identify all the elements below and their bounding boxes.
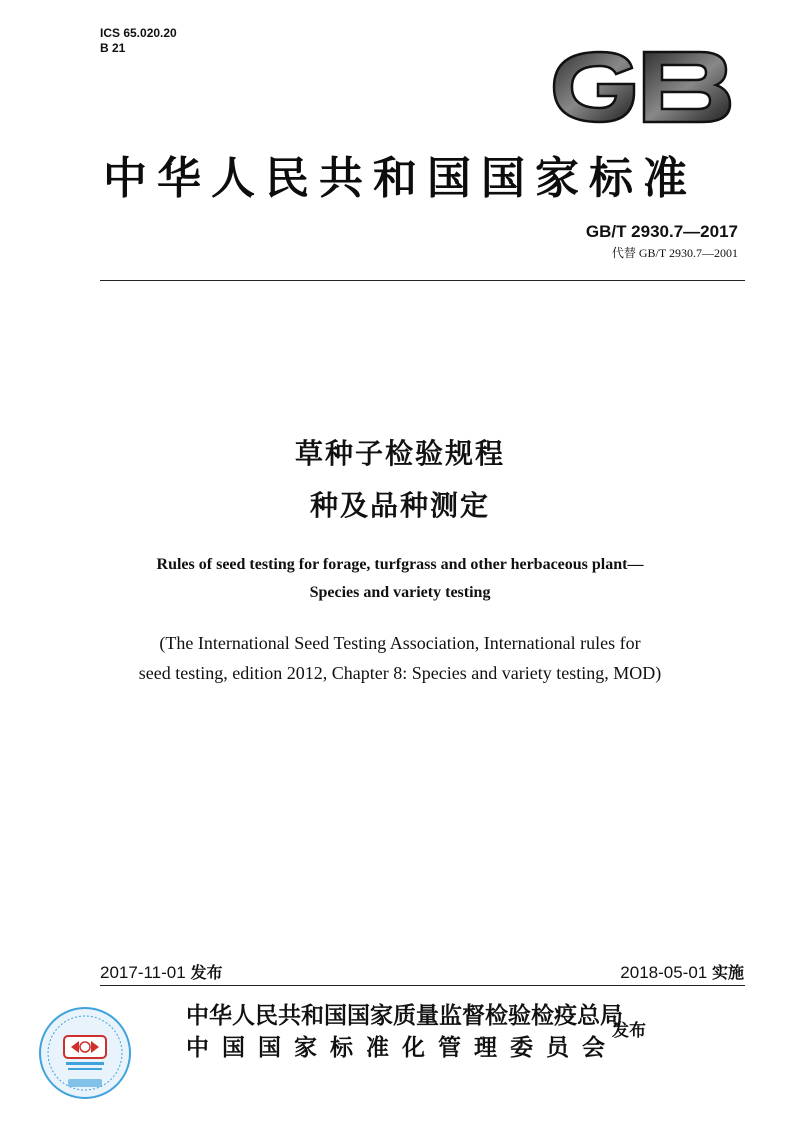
footer-divider (100, 985, 745, 986)
publish-label: 发布 (190, 963, 223, 982)
reference-note (0, 628, 800, 688)
issue-label: 发布 (612, 1021, 646, 1041)
anti-counterfeit-seal-icon (38, 1006, 132, 1100)
implement-date-value: 2018-05-01 (620, 963, 708, 982)
replaces-standard: 代替 GB/T 2930.7—2001 (611, 246, 738, 260)
issuing-authorities (186, 1000, 623, 1064)
chinese-title-line2: 种及品种测定 (309, 489, 490, 522)
reference-line1: (The International Seed Testing Association, International rules for (159, 633, 641, 653)
implement-date (620, 960, 744, 983)
publish-date (100, 960, 222, 983)
reference-line2: seed testing, edition 2012, Chapter 8: Species and variety testing, MOD) (138, 663, 662, 683)
national-standard-title: 中华人民共和国国家标准 (103, 153, 697, 204)
publish-date-value: 2017-11-01 (100, 963, 186, 982)
chinese-title-line1: 草种子检验规程 (294, 437, 505, 470)
class-code: B 21 (100, 41, 126, 55)
issuer-line1: 中华人民共和国国家质量监督检验检疫总局 (186, 1003, 623, 1029)
english-title (0, 551, 800, 607)
english-title-line1: Rules of seed testing for forage, turfgrass and other herbaceous plant— (156, 556, 644, 573)
classification-codes (100, 26, 177, 56)
gb-logo-icon (540, 46, 740, 128)
issuer-line2: 中国国家标准化管理委员会 (186, 1035, 618, 1061)
standard-number-block (586, 222, 738, 261)
implement-label: 实施 (711, 963, 744, 982)
header-divider (100, 280, 745, 281)
ics-code: ICS 65.020.20 (100, 26, 177, 40)
english-title-line2: Species and variety testing (309, 584, 491, 601)
standard-code: GB/T 2930.7—2017 (585, 222, 738, 241)
